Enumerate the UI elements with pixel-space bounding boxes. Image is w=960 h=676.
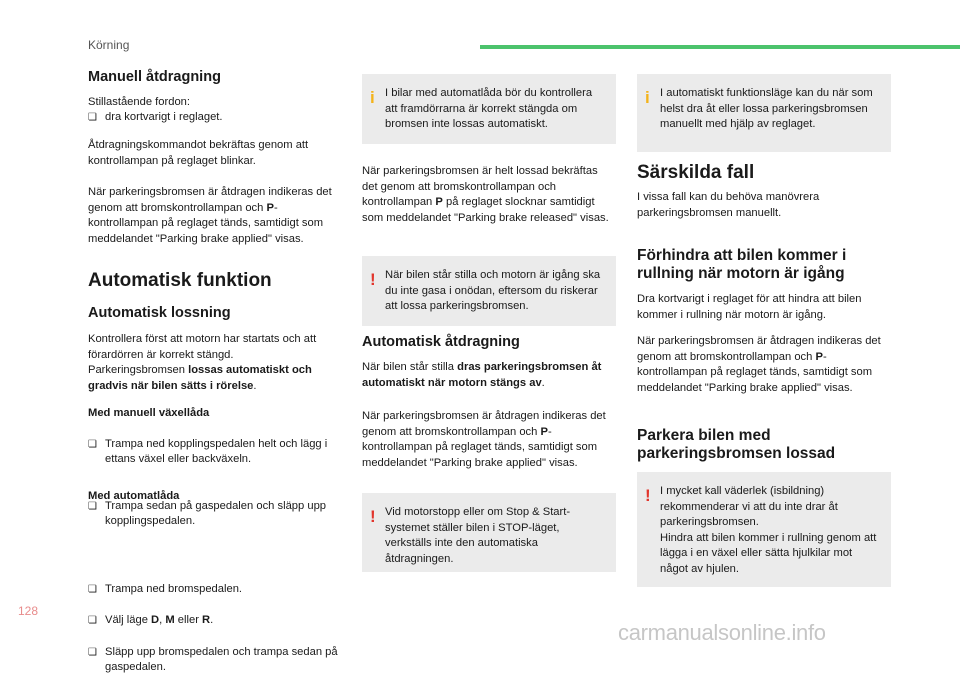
auto-apply-heading: Automatisk åtdragning [362, 334, 520, 350]
checkbox-icon: ❏ [88, 615, 97, 626]
info-box-door-check: i I bilar med automatlåda bör du kontrollera att framdörrarna är korrekt stängda om bromsen inte lossas automatiskt. [362, 74, 616, 144]
warning-box-stop-start: ! Vid motorstopp eller om Stop & Start-systemet ställer bilen i STOP-läget, verkställs inte den automatiska åtdragningen. [362, 493, 616, 572]
pull-lever-step [88, 110, 342, 126]
applied-indicator-text-2: När parkeringsbromsen är åtdragen indikeras det genom att bromskontrollampan och P-kontrollampan på reglaget tänds, samtidigt som meddelandet "Parking brake applied" visas. [362, 410, 606, 469]
applied-indicator-text-3: När parkeringsbromsen är åtdragen indikeras det genom att bromskontrollampan och P-kontrollampan på reglaget tänds, samtidigt som meddelandet "Parking brake applied" visas. [637, 335, 881, 394]
manual-gearbox-heading: Med manuell växellåda [88, 407, 210, 419]
warning-box-accelerate: ! När bilen står stilla och motorn är igång ska du inte gasa i onödan, eftersom du riskerar att lossa parkeringsbromsen. [362, 256, 616, 326]
page-number: 128 [18, 604, 39, 618]
stationary-label: Stillastående fordon: [88, 96, 190, 108]
section-accent-bar [480, 45, 960, 49]
info-box-manual-override: i I automatiskt funktionsläge kan du när som helst dra åt eller lossa parkeringsbromsen manuellt med hjälp av reglaget. [637, 74, 891, 152]
info-mark-icon: i [370, 88, 375, 107]
pull-lever-text: dra kortvarigt i reglaget. [105, 111, 223, 123]
manual-gear-step-2: ❏ Trampa sedan på gaspedalen och släpp upp kopplingspedalen. [88, 499, 327, 527]
manual-apply-heading: Manuell åtdragning [88, 69, 221, 85]
warning-mark-icon: ! [370, 270, 376, 289]
auto-release-heading: Automatisk lossning [88, 305, 231, 321]
special-cases-text: I vissa fall kan du behöva manövrera parkeringsbromsen manuellt. [637, 191, 820, 219]
auto-apply-text: När bilen står stilla dras parkeringsbromsen åt automatiskt när motorn stängs av. [362, 361, 602, 389]
prevent-rolling-heading: Förhindra att bilen kommer i rullning när motorn är igång [637, 247, 847, 282]
watermark: carmanualsonline.info [618, 620, 826, 645]
release-check-text: Kontrollera först att motorn har startats och att förardörren är korrekt stängd. Parkeringsbromsen lossas automatiskt och gradvis när bilen sätts i rörelse. [88, 333, 317, 392]
warning-mark-icon: ! [370, 507, 376, 526]
checkbox-icon: ❏ [88, 583, 97, 595]
checkbox-icon: ❏ [88, 112, 97, 123]
applied-indicator-text: När parkeringsbromsen är åtdragen indikeras det genom att bromskontrollampan och P-kontrollampan på reglaget tänds, samtidigt som meddelandet "Parking brake applied" visas. [88, 186, 332, 245]
auto-gearbox-heading: Med automatlåda [88, 490, 180, 502]
warning-mark-icon: ! [645, 486, 651, 505]
column-1 [88, 64, 342, 673]
prevent-rolling-text: Dra kortvarigt i reglaget för att hindra att bilen kommer i rullning när motorn är igång. [637, 293, 862, 321]
section-header: Körning [88, 38, 130, 52]
warning-box-cold-weather: ! I mycket kall väderlek (isbildning) rekommenderar vi att du inte drar åt parkeringsbromsen. Hindra att bilen kommer i rullning genom att lägga i en växel eller sätta hjulkilar mot något av hjulen. [637, 472, 891, 587]
manual-gear-step-1: ❏ Trampa ned kopplingspedalen helt och lägg i ettans växel eller backväxeln. [88, 437, 328, 465]
park-released-heading: Parkera bilen med parkeringsbromsen lossad [637, 427, 836, 462]
info-mark-icon: i [645, 88, 650, 107]
checkbox-icon: ❏ [88, 500, 97, 512]
special-cases-heading: Särskilda fall [637, 162, 755, 183]
auto-gear-step-3: ❏ Släpp upp bromspedalen och trampa sedan på gaspedalen. [88, 645, 338, 673]
released-indicator-text: När parkeringsbromsen är helt lossad bekräftas det genom att bromskontrollampan och kontrollampan P på reglaget slocknar samtidigt som meddelandet "Parking brake released" visas. [362, 165, 609, 224]
checkbox-icon: ❏ [88, 438, 97, 450]
apply-confirm-text: Åtdragningskommandot bekräftas genom att kontrollampan på reglaget blinkar. [88, 139, 309, 167]
automatic-function-heading: Automatisk funktion [88, 270, 272, 291]
auto-gear-step-2: ❏ Välj läge D, M eller R. [88, 613, 342, 629]
auto-gear-step-1: ❏ Trampa ned bromspedalen. [88, 582, 342, 598]
checkbox-icon: ❏ [88, 646, 97, 658]
